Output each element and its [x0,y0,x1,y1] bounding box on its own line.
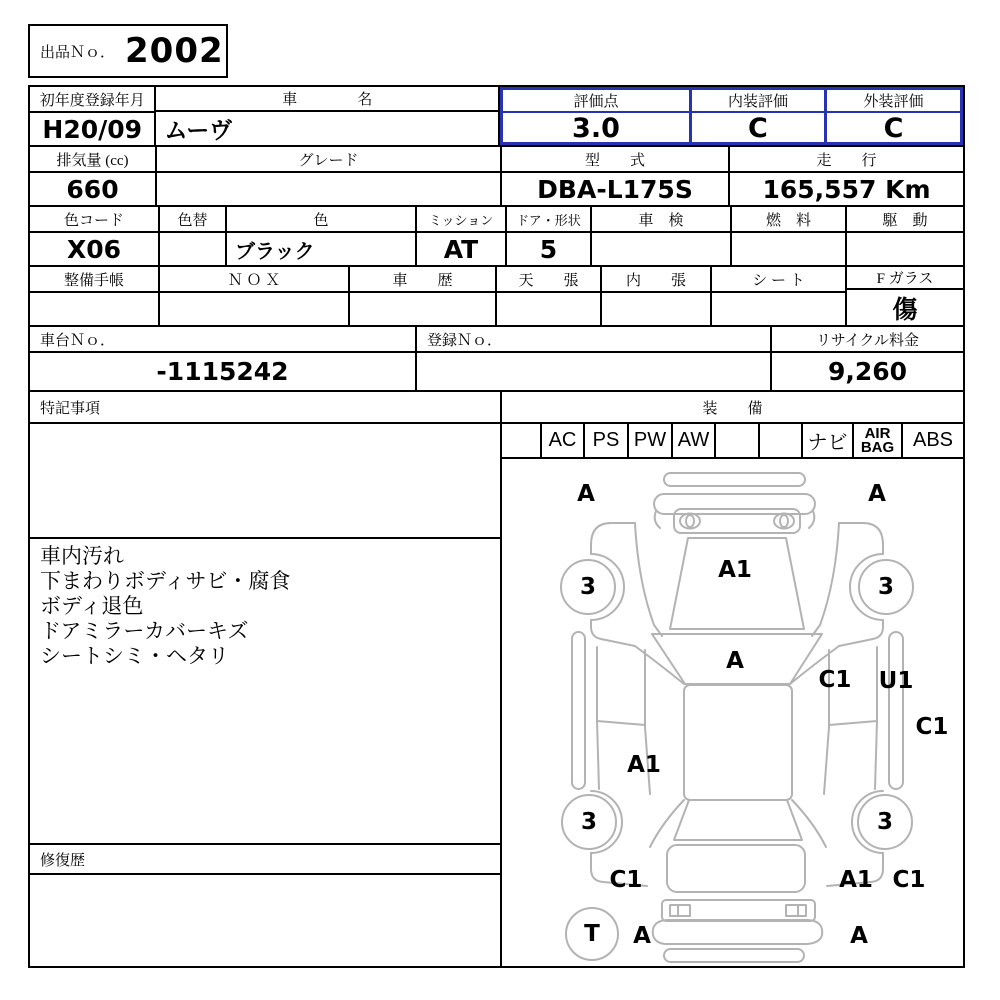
field-mileage [730,147,963,205]
field-inspection [592,207,732,265]
transmission-value: AT [443,234,479,264]
equipment-row [502,424,963,459]
field-color [227,207,417,265]
field-displacement [30,147,157,205]
field-service-book [30,267,160,325]
car-history-label: 車 歴 [350,267,495,293]
damage-marker-a1: A1 [839,867,873,893]
car-name-value: ムーヴ [164,118,233,144]
recycle-fee-label: リサイクル料金 [772,327,963,353]
equipment-header: 装 備 [502,392,963,424]
displacement-label: 排気量 (cc) [30,147,155,173]
seat-value [712,293,845,325]
damage-marker-3: 3 [579,574,597,600]
field-drive [847,207,963,265]
damage-marker-a: A [577,481,595,507]
drive-value [847,233,963,265]
field-first-registration [30,87,156,145]
interior-grade-value: C [748,113,768,142]
equipment-cell-navi: ナビ [803,424,854,457]
doors-value: 5 [539,234,558,264]
auction-number-label: 出品Ｎｏ． [40,44,116,61]
service-book-label: 整備手帳 [30,267,158,293]
model-code-value: DBA-L175S [537,174,693,204]
chassis-no-value: -1115242 [156,357,289,386]
first-registration-label: 初年度登録年月 [30,87,154,113]
notes-column [30,392,502,966]
repair-history-empty-area [30,875,500,966]
nox-label: Ｎ Ｏ Ｘ [160,267,348,293]
registration-no-value [417,353,770,390]
equipment-cell [502,424,542,457]
door-trim-label: 内 張 [602,267,710,293]
car-history-value [350,293,495,325]
color-value: ブラック [235,238,315,263]
damage-marker-a: A [726,648,744,674]
field-car-history [350,267,497,325]
equipment-column [502,392,963,966]
damage-marker-u1: U1 [878,668,914,694]
repair-history-header: 修復歴 [30,845,500,875]
model-code-label: 型 式 [502,147,728,173]
field-interior-grade [692,90,827,142]
field-model-code [502,147,730,205]
damage-marker-c1: C1 [818,667,852,693]
damage-marker-a: A [850,923,868,949]
row-condition [30,267,963,327]
damage-marker-3: 3 [877,574,895,600]
service-book-value [30,293,158,325]
field-fuel [732,207,847,265]
car-name-label: 車 名 [156,87,498,112]
field-recycle-fee [772,327,963,390]
score-label: 評価点 [503,90,689,113]
color-change-value [160,233,225,265]
note-line: 車内汚れ [40,545,124,568]
registration-no-label: 登録Ｎｏ． [417,327,770,353]
field-headliner [497,267,602,325]
nox-value [160,293,348,325]
field-color-code [30,207,160,265]
field-front-glass [847,267,963,325]
field-nox [160,267,350,325]
sheet-table [28,85,965,968]
row-color [30,207,963,267]
auction-number-value: 2002 [125,31,224,71]
recycle-fee-value: 9,260 [827,357,908,386]
drive-label: 駆 動 [847,207,963,233]
exterior-grade-label: 外装評価 [827,90,960,113]
grade-label: グレード [157,147,500,173]
field-transmission [417,207,507,265]
note-line: ドアミラーカバーキズ [40,620,249,643]
damage-marker-a: A [868,481,886,507]
field-door-trim [602,267,712,325]
seat-label: シ ー ト [712,267,845,293]
note-line: シートシミ・ヘタリ [40,645,229,668]
doors-label: ドア・形状 [507,207,590,233]
field-car-name [156,87,500,145]
color-label: 色 [227,207,415,233]
row-registration [30,87,963,147]
damage-marker-t: T [584,921,600,947]
notes-text-box [30,539,500,845]
equipment-cell-aw: AW [673,424,716,457]
field-grade [157,147,502,205]
interior-grade-label: 内装評価 [692,90,824,113]
damage-marker-c1: C1 [915,714,949,740]
field-chassis-no [30,327,417,390]
field-seat [712,267,847,325]
door-trim-value [602,293,710,325]
equipment-cell-abs: ABS [912,429,954,451]
inspection-value [592,233,730,265]
field-color-change [160,207,227,265]
field-registration-no [417,327,772,390]
first-registration-value: H20/09 [42,114,143,144]
mileage-value: 165,557 Km [762,174,931,204]
equipment-cell-airbag: AIR BAG [854,424,903,457]
field-exterior-grade [827,90,960,142]
chassis-no-label: 車台Ｎｏ． [30,327,415,353]
front-glass-value: 傷 [892,295,918,324]
note-line: 下まわりボディサビ・腐食 [40,570,291,593]
field-score [503,90,692,142]
auction-number-box [28,24,228,78]
row-model [30,147,963,207]
equipment-cell [760,424,803,457]
notes-empty-area [30,424,500,539]
color-code-label: 色コード [30,207,158,233]
row-chassis [30,327,963,392]
grade-value [157,173,500,205]
inspection-label: 車 検 [592,207,730,233]
headliner-label: 天 張 [497,267,600,293]
equipment-cell-ac: AC [542,424,585,457]
grade-highlight-block [500,87,963,145]
fuel-value [732,233,845,265]
damage-marker-3: 3 [580,809,598,835]
equipment-cell-pw: PW [629,424,673,457]
headliner-value [497,293,600,325]
equipment-cell-ps: PS [585,424,629,457]
fuel-label: 燃 料 [732,207,845,233]
field-doors [507,207,592,265]
exterior-grade-value: C [883,113,904,142]
damage-diagram [502,459,963,966]
damage-marker-a1: A1 [627,752,661,778]
mileage-label: 走 行 [730,147,963,173]
transmission-label: ミッション [417,207,505,233]
notes-header: 特記事項 [30,392,500,424]
damage-marker-a: A [633,923,651,949]
damage-marker-c1: C1 [609,867,643,893]
front-glass-label: F ガラス [847,267,963,290]
damage-marker-a1: A1 [718,557,752,583]
equipment-cell [716,424,760,457]
note-line: ボディ退色 [40,595,144,618]
color-code-value: X06 [66,234,122,264]
score-value: 3.0 [572,113,620,142]
damage-marker-3: 3 [876,809,894,835]
displacement-value: 660 [66,174,119,204]
row-bottom [30,392,963,966]
color-change-label: 色替 [160,207,225,233]
damage-marker-c1: C1 [892,867,926,893]
